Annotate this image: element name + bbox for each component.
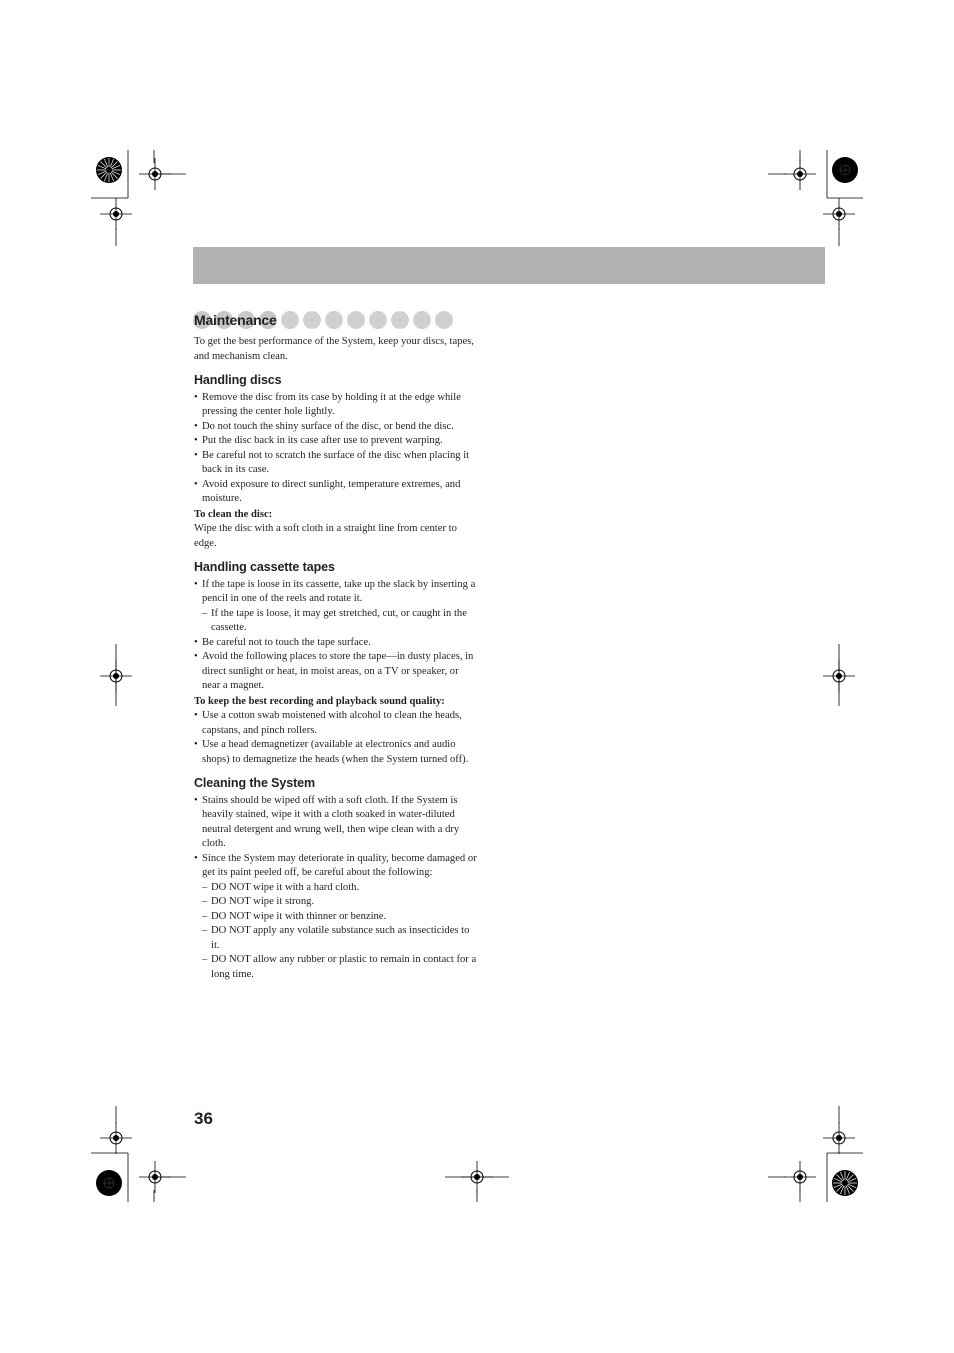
heading-cleaning-system: Cleaning the System bbox=[194, 776, 316, 790]
list-item: • Do not touch the shiny surface of the disc, or bend the disc. bbox=[194, 420, 478, 435]
list-subitem: – DO NOT wipe it strong. bbox=[194, 895, 478, 910]
list-item: • Be careful not to touch the tape surface. bbox=[194, 636, 478, 651]
list-item: • Since the System may deteriorate in quality, become damaged or get its paint peeled off, be careful about the following: bbox=[194, 852, 478, 881]
list-item: • Avoid the following places to store the tape—in dusty places, in direct sunlight or heat, in moist areas, on a TV or speaker, or near a magnet. bbox=[194, 650, 478, 694]
list-subitem: – DO NOT allow any rubber or plastic to remain in contact for a long time. bbox=[194, 953, 478, 982]
list-subitem: – If the tape is loose, it may get stretched, cut, or caught in the cassette. bbox=[194, 607, 478, 636]
tapes-list bbox=[194, 578, 478, 694]
list-subitem: – DO NOT wipe it with thinner or benzine. bbox=[194, 910, 478, 925]
list-item: • Remove the disc from its case by holding it at the edge while pressing the center hole lightly. bbox=[194, 391, 478, 420]
list-item: • Avoid exposure to direct sunlight, temperature extremes, and moisture. bbox=[194, 478, 478, 507]
list-item: • Use a head demagnetizer (available at electronics and audio shops) to demagnetize the heads (when the System turned off). bbox=[194, 738, 478, 767]
clean-disc-label: To clean the disc: bbox=[194, 508, 273, 520]
maintenance-column bbox=[194, 309, 478, 982]
list-subitem: – DO NOT apply any volatile substance such as insecticides to it. bbox=[194, 924, 478, 953]
sound-quality-label: To keep the best recording and playback sound quality: bbox=[194, 695, 445, 707]
section-intro: To get the best performance of the System, keep your discs, tapes, and mechanism clean. bbox=[194, 336, 474, 362]
list-item: • Put the disc back in its case after use to prevent warping. bbox=[194, 434, 478, 449]
discs-list bbox=[194, 391, 478, 507]
section-title-row bbox=[194, 309, 478, 331]
cleaning-list bbox=[194, 794, 478, 983]
heading-handling-tapes: Handling cassette tapes bbox=[194, 560, 335, 574]
page-number: 36 bbox=[194, 1109, 213, 1128]
list-item: • Stains should be wiped off with a soft cloth. If the System is heavily stained, wipe it with a cloth soaked in water-diluted neutral detergent and wrung well, then wipe clean with a dry cloth. bbox=[194, 794, 478, 852]
list-item: • If the tape is loose in its cassette, take up the slack by inserting a pencil in one of the reels and rotate it. bbox=[194, 578, 478, 607]
list-subitem: – DO NOT wipe it with a hard cloth. bbox=[194, 881, 478, 896]
clean-disc-text: Wipe the disc with a soft cloth in a straight line from center to edge. bbox=[194, 523, 457, 549]
heading-handling-discs: Handling discs bbox=[194, 373, 282, 387]
header-band bbox=[193, 247, 825, 284]
sound-quality-list bbox=[194, 709, 478, 767]
list-item: • Use a cotton swab moistened with alcohol to clean the heads, capstans, and pinch rollers. bbox=[194, 709, 478, 738]
section-title: Maintenance bbox=[194, 311, 277, 328]
list-item: • Be careful not to scratch the surface of the disc when placing it back in its case. bbox=[194, 449, 478, 478]
